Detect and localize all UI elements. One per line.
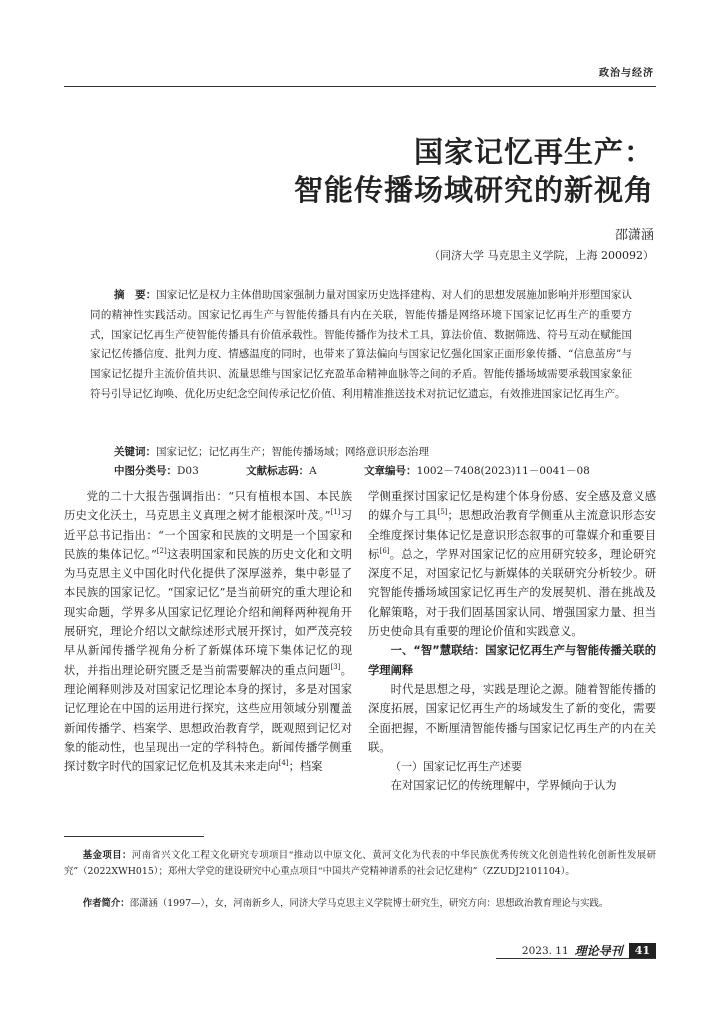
body-column-left (64, 487, 352, 776)
article-number-label: 文章编号： (364, 465, 417, 477)
body-text: 党的二十大报告强调指出：“只有植根本国、本民族历史文化沃土，马克思主义真理之树才能根深叶茂。” (64, 490, 352, 523)
issue-date: 2023. 11 (521, 944, 569, 957)
citation-ref: [1] (330, 508, 341, 517)
body-text: 。理论阐释则涉及对国家记忆理论本身的探讨，多是对国家记忆理论在中国的运用进行探究，这些应用领域分别覆盖新闻传播学、档案学、思想政治教育学，既观照到记忆对象的能动性，也呈现出一定的学科特色。新闻传播学侧重探讨数字时代的国家记忆危机及其未来走向 (64, 663, 352, 774)
bio-text: 邵潇涵（1997—），女，河南新乡人，同济大学马克思主义学院博士研究生，研究方向：思想政治教育理论与实践。 (129, 898, 609, 909)
body-paragraph: 在对国家记忆的传统理解中，学界倾向于认为 (390, 779, 617, 793)
abstract-text: 国家记忆是权力主体借助国家强制力量对国家历史选择建构、对人们的思想发展施加影响并形塑国家认同的精神性实践活动。国家记忆再生产与智能传播具有内在关联，智能传播是网络环境下国家记忆再生产的重要方式，国家记忆再生产使智能传播具有价值承载性。智能传播作为技术工具，算法价值、数据筛选、符号互动在赋能国家记忆传播信度、批判力度、情感温度的同时，也带来了算法偏向与国家记忆强化国家正面形象传播、“信息茧房”与国家记忆提升主流价值共识、流量思维与国家记忆充盈革命精神血脉等之间的矛盾。智能传播场域需要承载国家象征符号引导记忆询唤、优化历史纪念空间传承记忆价值、利用精准推送技术对抗记忆遗忘，有效推进国家记忆再生产。 (90, 289, 633, 400)
citation-ref: [3] (330, 662, 341, 671)
author-name: 邵潇涵 (614, 228, 654, 243)
author-affiliation: （同济大学 马克思主义学院，上海 200092） (429, 249, 654, 262)
keywords (114, 444, 429, 459)
fund-text: 河南省兴文化工程文化研究专项项目“推动以中原文化、黄河文化为代表的中华民族优秀传统文化创造性转化创新性发展研究”（2022XWH015）；郑州大学党的建设研究中心重点项目“中国共产党精神谱系的社会记忆建构”（ZZUDJ2101104）。 (64, 850, 656, 877)
body-text: 学侧重探讨国家记忆是构建个体身份感、安全感及意义感的媒介与工具 (368, 490, 656, 523)
footer-rule (496, 958, 656, 959)
fund-label: 基金项目： (82, 850, 132, 861)
footnote-rule (64, 836, 204, 837)
page-number: 41 (629, 943, 656, 958)
abstract-label: 摘 要： (114, 289, 157, 301)
citation-ref: [6] (379, 547, 390, 556)
classification-line (114, 463, 634, 478)
citation-ref: [4] (278, 759, 289, 768)
keywords-text: 国家记忆；记忆再生产；智能传播场域；网络意识形态治理 (156, 446, 429, 458)
page-footer (522, 942, 656, 959)
body-paragraph: 时代是思想之母，实践是理论之源。随着智能传播的深度拓展，国家记忆再生产的场域发生了新的变化，需要全面把握，不断厘清智能传播与国家记忆再生产的内在关联。 (368, 682, 656, 754)
doc-code: A (309, 465, 317, 477)
journal-name: 理论导刊 (574, 944, 623, 958)
body-text: 。总之，学界对国家记忆的应用研究较多，理论研究深度不足，对国家记忆与新媒体的关联研究分析较少。研究智能传播场域国家记忆再生产的发展契机、潜在挑战及化解策略，对于我们固基国家认同、增强国家力量、担当历史使命具有重要的理论价值和实践意义。 (368, 547, 656, 639)
keywords-label: 关键词： (114, 446, 156, 458)
bio-label: 作者简介： (82, 898, 130, 909)
body-text: ；思想政治教育学侧重从主流意识形态安全维度探讨集体记忆是意识形态叙事的可靠媒介和重要目标 (368, 509, 656, 561)
body-text: 这表明国家和民族的历史文化和文明为马克思主义中国化时代化提供了深厚滋养，集中彰显了本民族的国家记忆。“国家记忆”是当前研究的重大理论和现实命题，学界多从国家记忆理论介绍和阐释两种视角开展研究，理论介绍以文献综述形式展开探讨，如严茂亮较早从新闻传播学视角分析了新媒体环境下集体记忆的现状，并指出理论研究匮乏是当前需要解决的重点问题 (64, 547, 352, 677)
header-rule (64, 86, 656, 87)
article-number: 1002－7408(2023)11－0041－08 (416, 465, 590, 477)
subsection-heading-1: （一）国家记忆再生产述要 (390, 760, 522, 774)
section-heading-1: 一、“智”慧联结：国家记忆再生产与智能传播关联的学理阐释 (368, 644, 656, 677)
fund-note (64, 848, 656, 880)
body-text: ；档案 (288, 760, 323, 774)
article-title-line-2: 智能传播场域研究的新视角 (293, 173, 654, 207)
citation-ref: [5] (437, 508, 448, 517)
clc-code: D03 (177, 465, 199, 477)
section-tag: 政治与经济 (599, 68, 654, 79)
citation-ref: [2] (156, 547, 167, 556)
body-column-right (368, 487, 656, 796)
clc-label: 中图分类号： (114, 465, 177, 477)
body-paragraph (368, 487, 656, 641)
article-title-line-1: 国家记忆再生产： (413, 135, 654, 169)
body-text: 习近平总书记指出：“一个国家和民族的文明是一个国家和民族的集体记忆。” (64, 509, 352, 561)
author-bio-note (64, 896, 656, 912)
doc-code-label: 文献标志码： (246, 465, 310, 477)
body-paragraph (64, 487, 352, 776)
abstract (90, 286, 632, 405)
